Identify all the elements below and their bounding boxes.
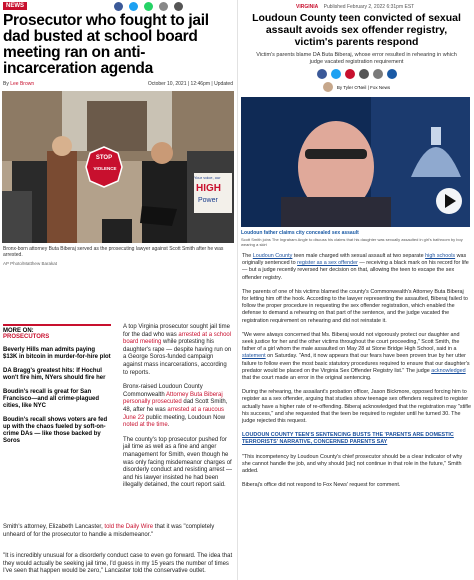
video-caption: Loudoun father claims city concealed sex assault xyxy=(241,230,359,236)
inline-link[interactable]: told the Daily Wire xyxy=(104,524,154,530)
byline-prefix: By xyxy=(3,81,9,87)
more-on-topic[interactable]: PROSECUTORS xyxy=(3,334,50,340)
sign-top: Your voice, our xyxy=(194,175,221,180)
paragraph: "It is incredibly unusual for a disorderly conduct case to even go forward. The idea that they would actually be seeking jail time, I'd guess in my 15 years the number of times I've seen that happen would be zero," Lancaster told the conservative outlet. xyxy=(3,553,233,575)
facebook-icon[interactable] xyxy=(317,69,327,79)
more-on-item[interactable]: Beverly Hills man admits paying $13K in bitcoin in murder-for-hire plot xyxy=(3,347,111,360)
photo-credit: AP Photo/Matthew Barakat xyxy=(3,261,57,266)
paragraph xyxy=(242,332,471,382)
email-icon[interactable] xyxy=(387,69,397,79)
paragraph: "This incompetency by Loudoun County's chief prosecutor should be a clear indicator of why she cannot handle the job, and why should [sic] not continue in that role in the future," Smith added. xyxy=(242,453,463,475)
related-heading-link[interactable]: LOUDOUN COUNTY TEEN'S SENTENCING BUSTS THE 'PARENTS ARE DOMESTIC TERRORISTS' NARRATIVE, CONCERNED PARENTS SAY xyxy=(242,432,454,446)
article-body xyxy=(242,253,471,489)
text: — receiving a black mark on his record for life — but a judge recently reversed her decision on that, allowing the teen to escape the sex offender registry. xyxy=(242,260,469,281)
photo-caption: Bronx-born attorney Buta Biberaj served as the prosecuting lawyer against Scott Smith after he was arrested. xyxy=(3,246,224,258)
inline-link[interactable]: high schools xyxy=(425,253,456,259)
author-byline[interactable]: By Tyler O'Neil | Fox News xyxy=(336,84,391,90)
sign-stop: STOP xyxy=(95,155,113,161)
protest-photo xyxy=(2,91,234,243)
more-on-box xyxy=(3,324,111,445)
facebook-icon[interactable] xyxy=(114,2,123,11)
nypost-article-panel xyxy=(0,0,236,580)
flipboard-icon[interactable] xyxy=(345,69,355,79)
more-on-item[interactable]: Boudin's recall is great for San Francisco—and all crime-plagued cities, like NYC xyxy=(3,389,100,409)
inline-link[interactable]: Loudoun County xyxy=(252,253,293,259)
inline-link[interactable]: arrested at a school board meeting xyxy=(123,331,232,346)
more-on-item[interactable]: DA Bragg's greatest hits: If Hochul won't fire him, NYers should fire her xyxy=(3,368,106,381)
article-meta xyxy=(296,4,474,10)
print-icon[interactable] xyxy=(373,69,383,79)
text: A top Virginia prosecutor sought jail time for the dad who was xyxy=(123,324,230,338)
paragraph: The county's top prosecutor pushed for jail time as well as a fine and anger management for Smith, even though he was only facing misdemeanor charges of disorderly conduct and resisting arrest — and his lawyer insisted he had been illegally detained, the court report said. xyxy=(123,436,233,489)
sign-high: HIGH xyxy=(196,183,221,194)
sign-violence: VIOLENCE xyxy=(93,166,117,171)
publish-date: October 10, 2021 | 12:46pm | Updated xyxy=(147,81,233,87)
copy-link-icon[interactable] xyxy=(174,2,183,11)
inline-link[interactable]: acknowledged xyxy=(431,367,466,374)
text: "We were always concerned that Ms. Biberaj would not vigorously protect our daughter and seek justice for her and the other victims throughout the court proceeding," Scott Smith, the father of a girl whom the male assaulted on May 28 at Stone Bridge High School, said in a xyxy=(242,331,460,353)
text: that it was "completely unheard of for the prosecutor to handle a misdemeanor." xyxy=(3,524,215,538)
text: that the court made an error in the original sentencing. xyxy=(242,375,372,382)
paragraph: During the rehearing, the assailant's probation officer, Jason Bickmore, opposed forcing him to register as a sex offender, arguing that studies show teenage sex offenders required to register actually have a higher rate of re-offending. Biberaj acknowledged that the registration may "stifle his success," and she requested that the teen be required to register until he turned 30. The judge rejected this request. xyxy=(242,389,471,425)
twitter-icon[interactable] xyxy=(129,2,138,11)
share-row xyxy=(238,69,474,79)
section-label[interactable]: VIRGINIA xyxy=(296,4,319,10)
paragraph xyxy=(123,384,233,430)
text: teen male charged with sexual assault at two separate xyxy=(292,253,426,259)
share-buttons xyxy=(114,2,183,11)
more-on-item[interactable]: Boudin's recall shows voters are fed up with the chaos fueled by soft-on-crime DAs — like those backed by Soros xyxy=(3,417,108,444)
more-on-heading xyxy=(3,324,111,340)
text: Bronx-raised Loudoun County Commonwealth xyxy=(123,384,203,398)
text: public meeting, Loudoun Now xyxy=(144,414,226,421)
paragraph: Biberaj's office did not respond to Fox News' request for comment. xyxy=(242,482,401,489)
author-avatar xyxy=(323,82,333,92)
author-row xyxy=(238,82,474,92)
text: was originally sentenced to xyxy=(242,253,467,267)
video-thumbnail xyxy=(241,97,470,227)
paragraph xyxy=(242,253,471,282)
twitter-icon[interactable] xyxy=(331,69,341,79)
whatsapp-icon[interactable] xyxy=(144,2,153,11)
inline-link[interactable]: noted at the time xyxy=(123,422,168,429)
video-description: Scott Smith joins The Ingraham Angle to discuss his claims that his daughter was sexually assaulted in girl's bathroom by boy wearing a skirt xyxy=(241,237,463,247)
author-link[interactable]: Lee Brown xyxy=(10,81,35,87)
video-player[interactable] xyxy=(241,97,470,227)
text: Smith's attorney, Elizabeth Lancaster, xyxy=(3,524,105,530)
paragraph xyxy=(123,324,233,377)
inline-link[interactable]: Attorney Buta Biberaj personally prosecuted xyxy=(123,391,223,406)
comments-icon[interactable] xyxy=(359,69,369,79)
paragraph xyxy=(3,524,233,539)
article-column xyxy=(123,324,233,497)
text: The xyxy=(242,253,253,259)
inline-link[interactable]: arrested at a raucous June 22 xyxy=(123,406,225,421)
subheadline: Victim's parents blame DA Buta Biberaj, whose error resulted in rehearing in which judge vacated registration requirement xyxy=(256,52,457,65)
headline: Loudoun County teen convicted of sexual assault avoids sex offender registry, victim's parents respond xyxy=(252,12,461,48)
headline: Prosecutor who fought to jail dad busted at school board meeting ran on anti-incarceration agenda xyxy=(3,12,209,77)
text: dad Scott Smith, 48, after he was xyxy=(123,399,228,413)
email-icon[interactable] xyxy=(159,2,168,11)
more-on-label: MORE ON: xyxy=(3,328,34,334)
inline-link[interactable]: register as a sex offender xyxy=(297,260,358,267)
foxnews-article-panel xyxy=(237,0,474,580)
text: . xyxy=(167,422,170,429)
sign-power: Power xyxy=(198,197,218,204)
publish-date: Published February 2, 2022 6:31pm EST xyxy=(323,4,415,10)
text: on Saturday. "And, it now appears that our fears have been proven true by her utter failure to follow even the most basic statutory procedures required to ensure that our daughter's predator would be placed on the Virginia Sex Offender Registry list." The judge xyxy=(242,353,470,374)
inline-link[interactable]: statement xyxy=(242,353,266,360)
paragraph: The parents of one of his victims blamed the county's Commonwealth's Attorney Buta Biberaj for letting him off the hook. According to the lawyer representing the assaulted, Biberaj failed to follow the proper procedure in requesting the sex offender registration, which enabled the defense to demand a rehearing on that part of the sentence, and the judge vacated the registration requirement on rehearing and did not reinstate it. xyxy=(242,288,468,324)
text: while protesting his daughter's rape — despite having run on a George Soros-funded campaign against mass incarcerations, according to reports. xyxy=(123,339,232,376)
section-tag[interactable]: NEWS xyxy=(3,2,27,10)
top-bar xyxy=(0,0,236,11)
byline-row xyxy=(3,81,233,87)
